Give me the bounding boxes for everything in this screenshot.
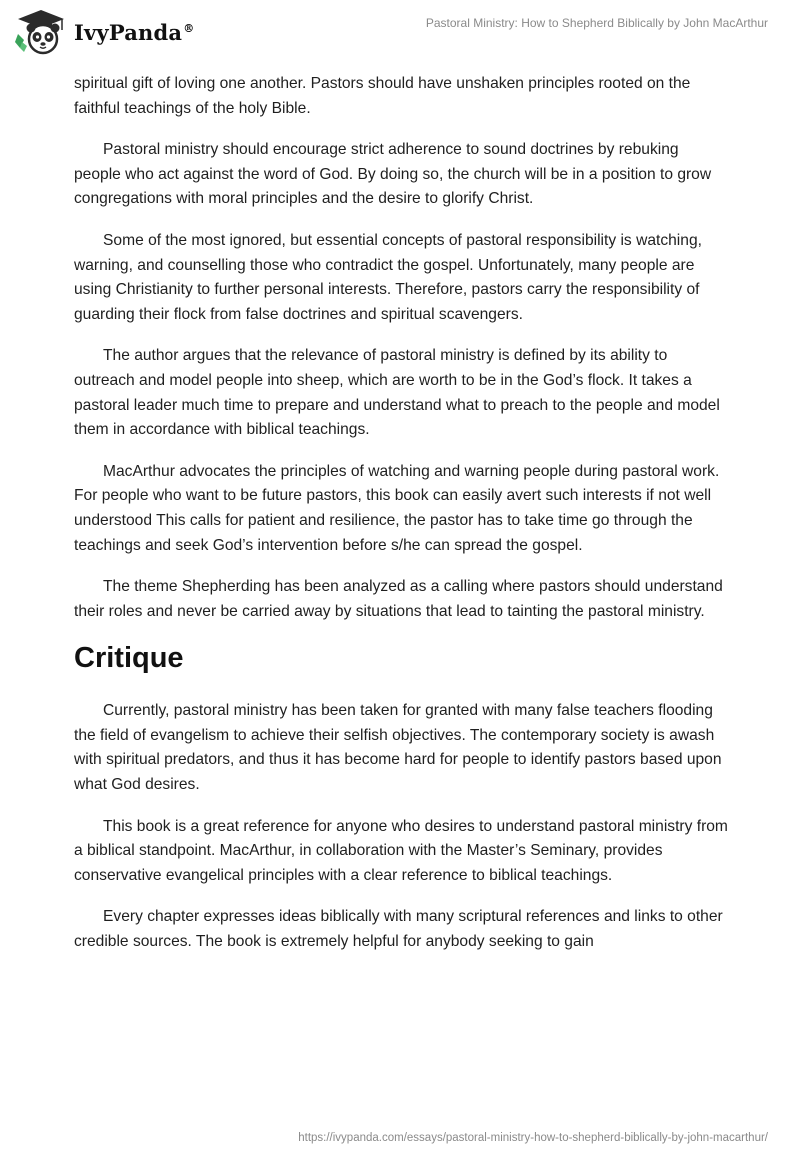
page-header [0, 0, 800, 66]
paragraph: Some of the most ignored, but essential concepts of pastoral responsibility is watching, warning, and counselling those who contradict the gospel. Unfortunately, many people are using Christianity to further personal interests. Therefore, pastors carry the responsibility of guarding their flock from false doctrines and spiritual scavengers. [74, 231, 702, 323]
document-title: Pastoral Ministry: How to Shepherd Biblically by John MacArthur [425, 16, 768, 30]
logo-wordmark: IvyPanda® [74, 19, 195, 45]
panda-icon [12, 8, 70, 56]
ivypanda-logo[interactable] [12, 6, 212, 58]
paragraph: MacArthur advocates the principles of watching and warning people during pastoral work. For people who want to be future pastors, this book can easily avert such interests if not well understood This calls for patient and resilience, the pastor has to take time go through the teachings and seek God’s intervention before s/he can spread the gospel. [74, 462, 720, 554]
paragraph: This book is a great reference for anyone who desires to understand pastoral ministry from a biblical standpoint. MacArthur, in collaboration with the Master’s Seminary, provides conservative evangelical principles with a clear reference to biblical teachings. [74, 817, 728, 884]
paragraph: The theme Shepherding has been analyzed as a calling where pastors should understand their roles and never be carried away by situations that lead to tainting the pastoral ministry. [74, 578, 723, 620]
paragraph: Every chapter expresses ideas biblically with many scriptural references and links to other credible sources. The book is extremely helpful for anybody seeking to gain [74, 908, 723, 951]
paragraph: Pastoral ministry should encourage strict adherence to sound doctrines by rebuking people who act against the word of God. By doing so, the church will be in a position to grow congregations with moral principles and the desire to glorify Christ. [74, 141, 712, 208]
source-url[interactable]: https://ivypanda.com/essays/pastoral-ministry-how-to-shepherd-biblically-by-john-macarthur/ [298, 1132, 768, 1144]
paragraph: Currently, pastoral ministry has been taken for granted with many false teachers flooding the field of evangelism to achieve their selfish objectives. The contemporary society is awash with spiritual predators, and thus it has become hard for people to identify pastors based upon what God desires. [74, 702, 722, 794]
paragraph: spiritual gift of loving one another. Pastors should have unshaken principles rooted on the faithful teachings of the holy Bible. [74, 75, 691, 117]
essay-body [74, 72, 728, 972]
section-heading-critique: Critique [74, 642, 184, 675]
paragraph: The author argues that the relevance of pastoral ministry is defined by its ability to outreach and model people into sheep, which are worth to be in the God’s flock. It takes a pastoral leader much time to prepare and understand what to preach to the people and model them in accordance with biblical teachings. [74, 347, 720, 439]
